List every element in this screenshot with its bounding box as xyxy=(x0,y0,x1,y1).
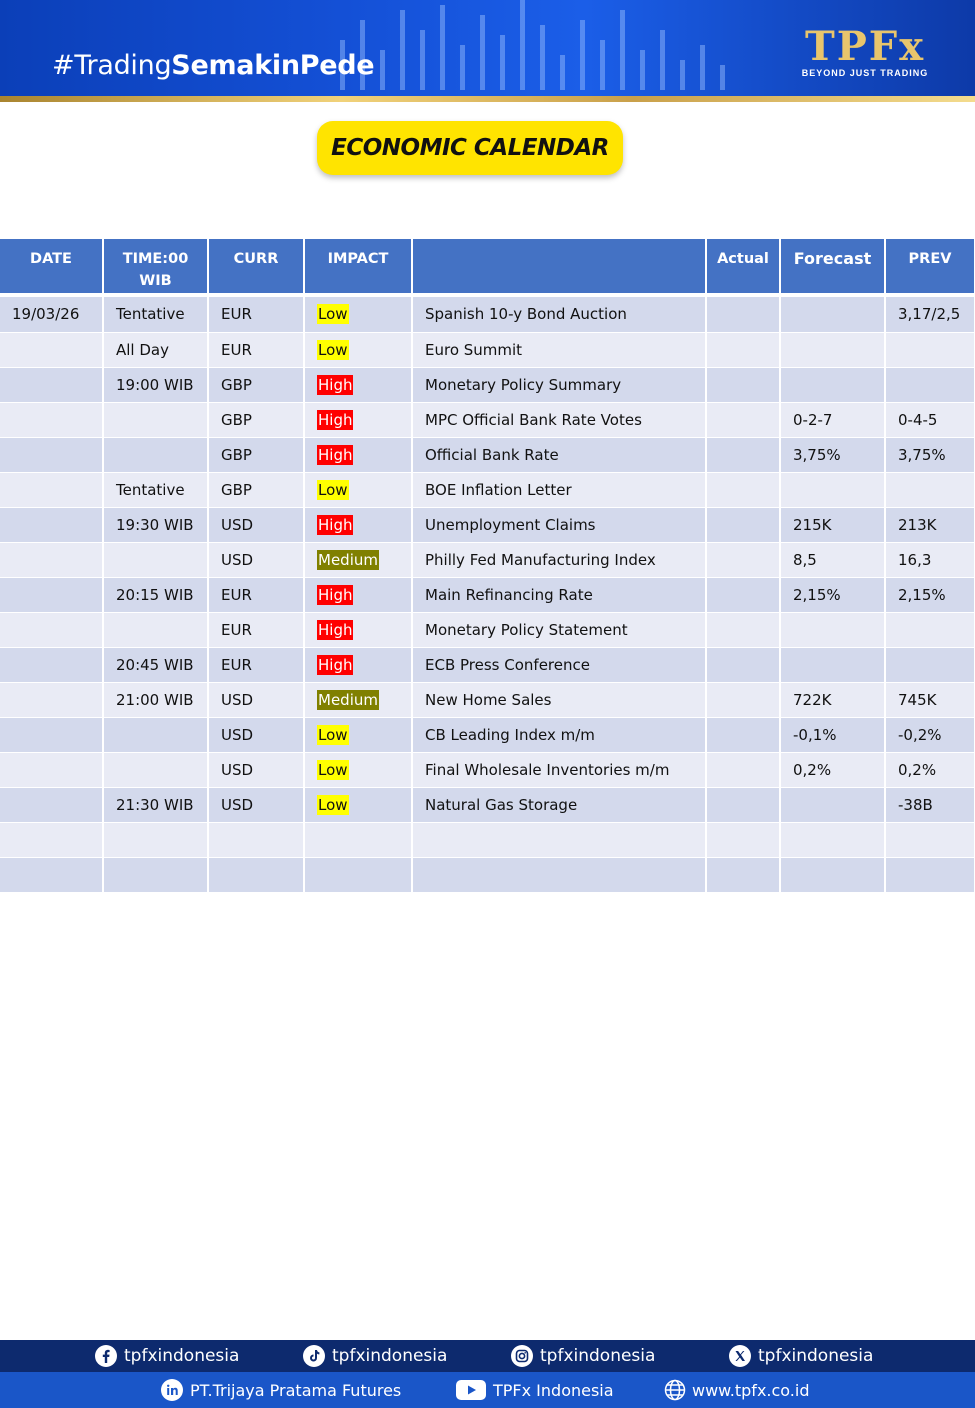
event-cell: Main Refinancing Rate xyxy=(412,577,706,612)
table-header-row xyxy=(0,239,975,293)
x-handle: tpfxindonesia xyxy=(758,1346,874,1366)
header-impact: IMPACT xyxy=(304,239,412,293)
time-cell xyxy=(103,437,208,472)
footer-contact-bar xyxy=(0,1372,975,1408)
actual-cell xyxy=(706,787,780,822)
time-cell xyxy=(103,717,208,752)
tiktok-icon xyxy=(302,1344,326,1368)
forecast-cell xyxy=(780,857,885,892)
website-url: www.tpfx.co.id xyxy=(692,1380,810,1400)
event-cell: Spanish 10-y Bond Auction xyxy=(412,297,706,332)
header-time-line1: TIME:00 xyxy=(122,251,189,267)
event-cell: Final Wholesale Inventories m/m xyxy=(412,752,706,787)
time-cell xyxy=(103,402,208,437)
date-cell: 19/03/26 xyxy=(0,297,103,332)
forecast-cell xyxy=(780,822,885,857)
table-body xyxy=(0,297,975,892)
actual-cell xyxy=(706,542,780,577)
impact-badge: Low xyxy=(318,795,348,814)
date-cell xyxy=(0,402,103,437)
date-cell xyxy=(0,682,103,717)
event-cell: Natural Gas Storage xyxy=(412,787,706,822)
actual-cell xyxy=(706,857,780,892)
date-cell xyxy=(0,752,103,787)
date-cell xyxy=(0,577,103,612)
date-cell xyxy=(0,822,103,857)
impact-cell xyxy=(304,647,412,682)
table-row xyxy=(0,647,975,682)
instagram-handle: tpfxindonesia xyxy=(540,1346,656,1366)
logo-text: TPFx xyxy=(804,23,926,70)
actual-cell xyxy=(706,367,780,402)
header-banner xyxy=(0,0,975,98)
candlestick-pattern-decoration xyxy=(330,0,810,98)
currency-cell: GBP xyxy=(208,437,304,472)
event-cell: Euro Summit xyxy=(412,332,706,367)
time-cell xyxy=(103,822,208,857)
impact-cell xyxy=(304,332,412,367)
currency-cell: USD xyxy=(208,542,304,577)
actual-cell xyxy=(706,612,780,647)
footer-website[interactable] xyxy=(664,1372,809,1408)
impact-cell xyxy=(304,682,412,717)
actual-cell xyxy=(706,402,780,437)
footer-facebook[interactable] xyxy=(94,1340,239,1372)
impact-badge: Low xyxy=(318,305,348,324)
header-currency: CURR xyxy=(208,239,304,293)
impact-cell xyxy=(304,297,412,332)
currency-cell xyxy=(208,822,304,857)
event-cell: Official Bank Rate xyxy=(412,437,706,472)
currency-cell: EUR xyxy=(208,297,304,332)
event-cell xyxy=(412,822,706,857)
impact-badge: Medium xyxy=(318,550,378,569)
currency-cell: USD xyxy=(208,752,304,787)
event-cell: New Home Sales xyxy=(412,682,706,717)
time-cell xyxy=(103,752,208,787)
table-row xyxy=(0,507,975,542)
actual-cell xyxy=(706,332,780,367)
date-cell xyxy=(0,787,103,822)
event-cell: BOE Inflation Letter xyxy=(412,472,706,507)
forecast-cell xyxy=(780,472,885,507)
actual-cell xyxy=(706,682,780,717)
date-cell xyxy=(0,857,103,892)
logo-tagline: BEYOND JUST TRADING xyxy=(801,68,929,78)
currency-cell: USD xyxy=(208,717,304,752)
facebook-handle: tpfxindonesia xyxy=(124,1346,240,1366)
previous-cell xyxy=(885,472,975,507)
footer-linkedin[interactable] xyxy=(160,1372,401,1408)
actual-cell xyxy=(706,717,780,752)
currency-cell: EUR xyxy=(208,647,304,682)
impact-badge: High xyxy=(318,655,353,674)
actual-cell xyxy=(706,752,780,787)
forecast-cell xyxy=(780,787,885,822)
title-badge xyxy=(317,121,623,175)
impact-cell xyxy=(304,542,412,577)
table-row xyxy=(0,402,975,437)
actual-cell xyxy=(706,647,780,682)
actual-cell xyxy=(706,507,780,542)
impact-cell xyxy=(304,402,412,437)
date-cell xyxy=(0,612,103,647)
previous-cell xyxy=(885,367,975,402)
actual-cell xyxy=(706,437,780,472)
time-cell: All Day xyxy=(103,332,208,367)
forecast-cell: 3,75% xyxy=(780,437,885,472)
impact-cell xyxy=(304,472,412,507)
time-cell: Tentative xyxy=(103,297,208,332)
date-cell xyxy=(0,717,103,752)
time-cell: 21:30 WIB xyxy=(103,787,208,822)
impact-cell xyxy=(304,752,412,787)
time-cell: 19:30 WIB xyxy=(103,507,208,542)
previous-cell xyxy=(885,647,975,682)
previous-cell xyxy=(885,332,975,367)
page-title: ECONOMIC CALENDAR xyxy=(331,135,609,161)
date-cell xyxy=(0,647,103,682)
table-row xyxy=(0,472,975,507)
previous-cell xyxy=(885,612,975,647)
date-cell xyxy=(0,507,103,542)
previous-cell: 16,3 xyxy=(885,542,975,577)
header-forecast: Forecast xyxy=(780,239,885,293)
currency-cell: USD xyxy=(208,507,304,542)
impact-badge: Low xyxy=(318,725,348,744)
forecast-cell: 8,5 xyxy=(780,542,885,577)
impact-cell xyxy=(304,717,412,752)
event-cell: Philly Fed Manufacturing Index xyxy=(412,542,706,577)
table-row xyxy=(0,857,975,892)
forecast-cell: -0,1% xyxy=(780,717,885,752)
actual-cell xyxy=(706,472,780,507)
time-cell xyxy=(103,857,208,892)
currency-cell: GBP xyxy=(208,472,304,507)
hashtag-prefix: #Trading xyxy=(52,50,172,81)
forecast-cell: 215K xyxy=(780,507,885,542)
event-cell: Monetary Policy Statement xyxy=(412,612,706,647)
forecast-cell xyxy=(780,612,885,647)
impact-badge: High xyxy=(318,375,353,394)
table-row xyxy=(0,682,975,717)
time-cell: 21:00 WIB xyxy=(103,682,208,717)
forecast-cell xyxy=(780,367,885,402)
previous-cell xyxy=(885,822,975,857)
event-cell: Unemployment Claims xyxy=(412,507,706,542)
impact-badge: Low xyxy=(318,760,348,779)
impact-badge: High xyxy=(318,515,353,534)
previous-cell: 213K xyxy=(885,507,975,542)
previous-cell: 3,17/2,5 xyxy=(885,297,975,332)
currency-cell: EUR xyxy=(208,332,304,367)
event-cell: CB Leading Index m/m xyxy=(412,717,706,752)
header-time-line2: WIB xyxy=(139,273,172,289)
previous-cell: 3,75% xyxy=(885,437,975,472)
previous-cell: 2,15% xyxy=(885,577,975,612)
impact-badge: High xyxy=(318,585,353,604)
footer-x[interactable] xyxy=(728,1340,873,1372)
table-row xyxy=(0,822,975,857)
footer-instagram[interactable] xyxy=(510,1340,655,1372)
impact-badge: High xyxy=(318,620,353,639)
header-time xyxy=(103,239,208,293)
previous-cell xyxy=(885,857,975,892)
economic-calendar-table xyxy=(0,239,975,893)
table-row xyxy=(0,297,975,332)
header-date: DATE xyxy=(0,239,103,293)
previous-cell: -0,2% xyxy=(885,717,975,752)
footer-tiktok[interactable] xyxy=(302,1340,447,1372)
date-cell xyxy=(0,367,103,402)
forecast-cell xyxy=(780,647,885,682)
event-cell: Monetary Policy Summary xyxy=(412,367,706,402)
impact-cell xyxy=(304,612,412,647)
actual-cell xyxy=(706,297,780,332)
forecast-cell: 722K xyxy=(780,682,885,717)
currency-cell: GBP xyxy=(208,402,304,437)
time-cell: 20:15 WIB xyxy=(103,577,208,612)
currency-cell: USD xyxy=(208,787,304,822)
time-cell: 19:00 WIB xyxy=(103,367,208,402)
event-cell: MPC Official Bank Rate Votes xyxy=(412,402,706,437)
time-cell xyxy=(103,542,208,577)
tpfx-logo xyxy=(790,24,940,84)
facebook-icon xyxy=(94,1344,118,1368)
hashtag-slogan xyxy=(52,50,374,81)
table-row xyxy=(0,787,975,822)
forecast-cell xyxy=(780,297,885,332)
impact-badge: Low xyxy=(318,480,348,499)
globe-icon xyxy=(664,1379,686,1401)
previous-cell: 0-4-5 xyxy=(885,402,975,437)
youtube-icon xyxy=(455,1379,487,1401)
date-cell xyxy=(0,332,103,367)
previous-cell: 745K xyxy=(885,682,975,717)
linkedin-name: PT.Trijaya Pratama Futures xyxy=(190,1380,402,1400)
table-row xyxy=(0,717,975,752)
table-row xyxy=(0,437,975,472)
date-cell xyxy=(0,542,103,577)
currency-cell: USD xyxy=(208,682,304,717)
impact-badge: High xyxy=(318,410,353,429)
impact-badge: High xyxy=(318,445,353,464)
impact-badge: Medium xyxy=(318,690,378,709)
impact-cell xyxy=(304,437,412,472)
impact-cell xyxy=(304,857,412,892)
previous-cell: 0,2% xyxy=(885,752,975,787)
forecast-cell xyxy=(780,332,885,367)
impact-cell xyxy=(304,822,412,857)
table-row xyxy=(0,752,975,787)
actual-cell xyxy=(706,577,780,612)
time-cell: Tentative xyxy=(103,472,208,507)
forecast-cell: 0,2% xyxy=(780,752,885,787)
header-event xyxy=(412,239,706,293)
table-row xyxy=(0,367,975,402)
currency-cell: GBP xyxy=(208,367,304,402)
header-actual: Actual xyxy=(706,239,780,293)
currency-cell: EUR xyxy=(208,612,304,647)
table-row xyxy=(0,577,975,612)
forecast-cell: 2,15% xyxy=(780,577,885,612)
gold-divider xyxy=(0,96,975,102)
date-cell xyxy=(0,472,103,507)
linkedin-icon xyxy=(160,1378,184,1402)
impact-cell xyxy=(304,507,412,542)
event-cell: ECB Press Conference xyxy=(412,647,706,682)
hashtag-bold: SemakinPede xyxy=(171,50,375,81)
table-row xyxy=(0,542,975,577)
impact-cell xyxy=(304,367,412,402)
time-cell: 20:45 WIB xyxy=(103,647,208,682)
table-row xyxy=(0,332,975,367)
instagram-icon xyxy=(510,1344,534,1368)
table-row xyxy=(0,612,975,647)
forecast-cell: 0-2-7 xyxy=(780,402,885,437)
date-cell xyxy=(0,437,103,472)
impact-cell xyxy=(304,577,412,612)
tiktok-handle: tpfxindonesia xyxy=(332,1346,448,1366)
impact-cell xyxy=(304,787,412,822)
event-cell xyxy=(412,857,706,892)
impact-badge: Low xyxy=(318,340,348,359)
x-icon xyxy=(728,1344,752,1368)
currency-cell xyxy=(208,857,304,892)
footer-youtube[interactable] xyxy=(455,1372,614,1408)
actual-cell xyxy=(706,822,780,857)
previous-cell: -38B xyxy=(885,787,975,822)
youtube-channel: TPFx Indonesia xyxy=(493,1380,614,1400)
footer-social-bar xyxy=(0,1340,975,1372)
currency-cell: EUR xyxy=(208,577,304,612)
time-cell xyxy=(103,612,208,647)
header-previous: PREV xyxy=(885,239,975,293)
